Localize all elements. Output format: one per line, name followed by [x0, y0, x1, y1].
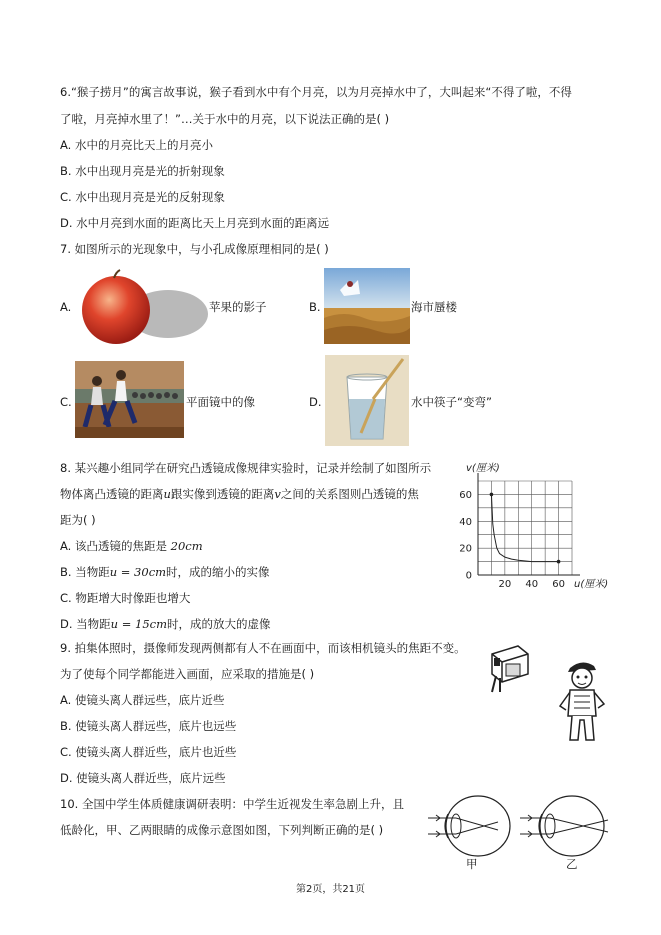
q8-option-d-tail: 时，成的放大的虚像: [167, 617, 271, 631]
uv-chart: [440, 455, 610, 595]
q9-option-a: A. 使镜头离人群远些，底片近些: [60, 693, 225, 707]
x-axis-label: u(厘米): [574, 579, 609, 590]
data-point: [490, 493, 494, 497]
q6-option-b: B. 水中出现月亮是光的折射现象: [60, 164, 225, 178]
series-curve: [491, 494, 558, 561]
q8-stem-line2-b: 跟实像到透镜的距离: [170, 487, 275, 501]
q8-option-b-text: B. 当物距: [60, 565, 110, 579]
page-footer: 第2页，共21页: [295, 884, 366, 895]
q6-option-a: A. 水中的月亮比天上的月亮小: [60, 138, 213, 152]
q8-stem-line1: 8. 某兴趣小组同学在研究凸透镜成像规律实验时，记录并绘制了如图所示: [60, 461, 432, 475]
q7-option-a-caption: 苹果的影子: [209, 300, 267, 314]
q7-option-d-caption: 水中筷子“变弯”: [411, 395, 492, 409]
q9-stem-line1: 9. 拍集体照时，摄像师发现两侧都有人不在画面中，而该相机镜头的焦距不变。: [60, 641, 466, 655]
q7-option-c-letter: C.: [60, 395, 72, 409]
x-tick-label: 20: [498, 579, 512, 590]
y-tick-label: 40: [459, 516, 472, 528]
q9-option-c: C. 使镜头离人群近些，底片也近些: [60, 745, 237, 759]
y-tick-label: 20: [459, 543, 472, 555]
q10-stem-line1: 10. 全国中学生体质健康调研表明：中学生近视发生率急剧上升，且: [60, 797, 404, 811]
eye-label-jia: 甲: [466, 857, 478, 871]
mirror-dancers-image: [75, 361, 184, 438]
q6-stem-line2: 了啦，月亮掉水里了！”…关于水中的月亮，以下说法正确的是( ): [60, 112, 390, 126]
q8-stem-line2: [60, 486, 419, 502]
data-point: [557, 560, 561, 564]
q8-stem-line2-a: 物体离凸透镜的距离: [60, 487, 164, 501]
q8-option-d: [60, 616, 271, 632]
camera-icon: [484, 640, 532, 694]
q10-stem-line2: 低龄化，甲、乙两眼睛的成像示意图如图，下列判断正确的是( ): [60, 823, 384, 837]
q7-option-d-letter: D.: [309, 395, 322, 409]
q8-option-d-math: u = 15cm: [110, 617, 168, 631]
q8-option-a: [60, 538, 203, 554]
q8-stem-line2-c: 之间的关系图则凸透镜的焦: [280, 487, 419, 501]
q9-option-d: D. 使镜头离人群近些，底片远些: [60, 771, 226, 785]
q8-option-a-text: A. 该凸透镜的焦距是: [60, 539, 171, 553]
q6-option-c: C. 水中出现月亮是光的反射现象: [60, 190, 225, 204]
q7-option-b-letter: B.: [309, 300, 321, 314]
q6-option-d: D. 水中月亮到水面的距离比天上月亮到水面的距离远: [60, 216, 330, 230]
x-tick-label: 60: [552, 579, 565, 590]
q8-option-c: C. 物距增大时像距也增大: [60, 591, 191, 605]
q6-stem-line1: 6.“猴子捞月”的寓言故事说，猴子看到水中有个月亮，以为月亮掉水中了，大叫起来“不得了啦，不得: [60, 85, 572, 99]
y-axis-label: v(厘米): [466, 463, 500, 474]
q9-stem-line2: 为了使每个同学都能进入画面，应采取的措施是( ): [60, 667, 315, 681]
x-tick-label: 40: [525, 579, 539, 590]
person-cartoon-icon: [556, 658, 608, 746]
y-tick-label: 60: [459, 489, 472, 501]
q8-option-b: [60, 564, 270, 580]
q8-var-v: v: [274, 487, 281, 501]
q8-var-u: u: [163, 487, 171, 501]
q8-option-b-math: u = 30cm: [109, 565, 167, 579]
chopstick-in-water-image: [325, 355, 409, 446]
eye-diagram-jia: [426, 792, 516, 862]
q8-option-b-tail: 时，成的缩小的实像: [166, 565, 270, 579]
q7-stem: 7. 如图所示的光现象中，与小孔成像原理相同的是( ): [60, 242, 329, 256]
q8-option-d-text: D. 当物距: [60, 617, 111, 631]
q9-option-b: B. 使镜头离人群远些，底片也远些: [60, 719, 237, 733]
q8-stem-line3: 距为( ): [60, 513, 96, 527]
q8-option-a-math: 20cm: [170, 539, 203, 553]
uv-chart-svg: [440, 455, 610, 595]
mirage-image: [324, 268, 410, 344]
eye-label-yi: 乙: [566, 857, 578, 871]
q7-option-b-caption: 海市蜃楼: [411, 300, 457, 314]
q7-option-a-letter: A.: [60, 300, 72, 314]
apple-shadow-image: [76, 266, 208, 348]
eye-diagram-yi: [520, 792, 610, 862]
q7-option-c-caption: 平面镜中的像: [186, 395, 255, 409]
y-tick-label: 0: [465, 570, 472, 582]
